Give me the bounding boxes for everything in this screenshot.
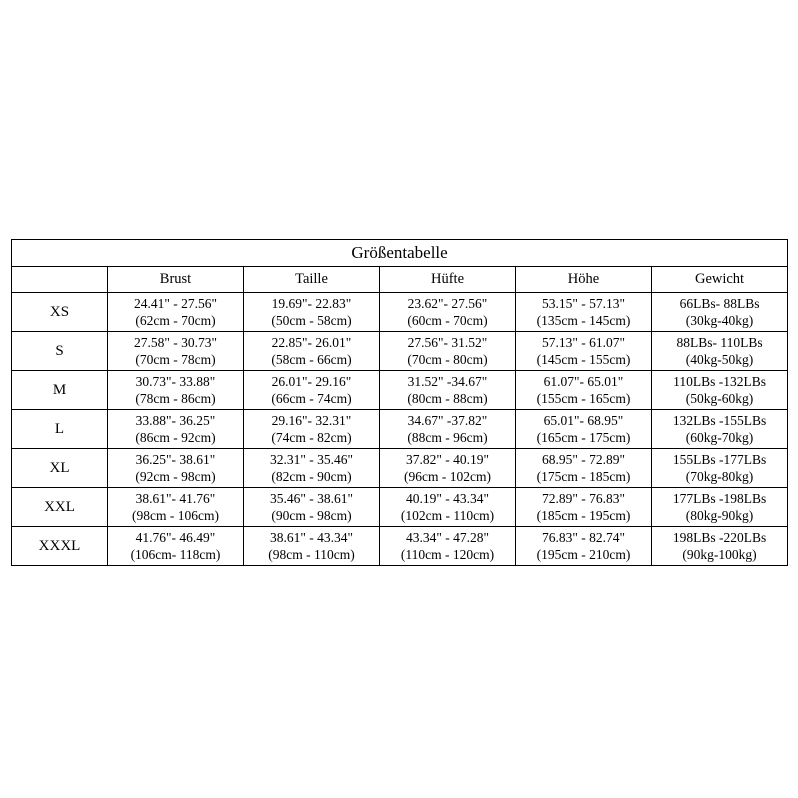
cell-huefte xyxy=(380,293,516,332)
cell-brust xyxy=(108,527,244,566)
value-cm: (96cm - 102cm) xyxy=(404,469,491,484)
size-label: L xyxy=(12,410,108,449)
value-cm: (98cm - 110cm) xyxy=(268,547,355,562)
value-inch: 27.56"- 31.52" xyxy=(407,335,488,350)
column-header-brust: Brust xyxy=(108,267,244,293)
value-lbs: 155LBs -177LBs xyxy=(672,452,767,467)
value-inch: 40.19" - 43.34" xyxy=(405,491,490,506)
value-cm: (195cm - 210cm) xyxy=(536,547,631,562)
size-label: XL xyxy=(12,449,108,488)
value-inch: 33.88"- 36.25" xyxy=(135,413,216,428)
table-row xyxy=(12,371,788,410)
cell-taille xyxy=(244,527,380,566)
value-lbs: 66LBs- 88LBs xyxy=(679,296,760,311)
table-row xyxy=(12,332,788,371)
cell-gewicht xyxy=(652,410,788,449)
value-cm: (185cm - 195cm) xyxy=(536,508,631,523)
cell-huefte xyxy=(380,488,516,527)
cell-taille xyxy=(244,293,380,332)
value-kg: (90kg-100kg) xyxy=(682,547,757,562)
cell-huefte xyxy=(380,449,516,488)
column-header-hoehe: Höhe xyxy=(516,267,652,293)
column-header-huefte: Hüfte xyxy=(380,267,516,293)
value-cm: (110cm - 120cm) xyxy=(400,547,495,562)
cell-taille xyxy=(244,371,380,410)
value-cm: (135cm - 145cm) xyxy=(536,313,631,328)
value-cm: (62cm - 70cm) xyxy=(135,313,216,328)
value-inch: 31.52" -34.67" xyxy=(407,374,488,389)
cell-gewicht xyxy=(652,527,788,566)
cell-hoehe xyxy=(516,488,652,527)
value-inch: 30.73"- 33.88" xyxy=(135,374,216,389)
value-inch: 26.01"- 29.16" xyxy=(271,374,352,389)
value-kg: (60kg-70kg) xyxy=(685,430,754,445)
table-row xyxy=(12,449,788,488)
value-kg: (30kg-40kg) xyxy=(685,313,754,328)
chart-title: Größentabelle xyxy=(12,240,788,267)
cell-taille xyxy=(244,332,380,371)
size-label: S xyxy=(12,332,108,371)
value-cm: (78cm - 86cm) xyxy=(135,391,216,406)
value-inch: 32.31" - 35.46" xyxy=(269,452,354,467)
table-header-row xyxy=(12,267,788,293)
value-kg: (40kg-50kg) xyxy=(685,352,754,367)
value-lbs: 132LBs -155LBs xyxy=(672,413,767,428)
size-chart-container xyxy=(11,239,787,566)
cell-taille xyxy=(244,410,380,449)
table-row xyxy=(12,527,788,566)
cell-huefte xyxy=(380,527,516,566)
column-header-size xyxy=(12,267,108,293)
size-label: XS xyxy=(12,293,108,332)
value-cm: (175cm - 185cm) xyxy=(536,469,631,484)
cell-gewicht xyxy=(652,449,788,488)
value-inch: 23.62"- 27.56" xyxy=(407,296,488,311)
value-cm: (165cm - 175cm) xyxy=(536,430,631,445)
cell-huefte xyxy=(380,371,516,410)
column-header-gewicht: Gewicht xyxy=(652,267,788,293)
cell-huefte xyxy=(380,332,516,371)
value-cm: (155cm - 165cm) xyxy=(536,391,631,406)
value-cm: (86cm - 92cm) xyxy=(135,430,216,445)
value-cm: (102cm - 110cm) xyxy=(400,508,495,523)
value-inch: 24.41" - 27.56" xyxy=(133,296,218,311)
cell-brust xyxy=(108,293,244,332)
value-kg: (50kg-60kg) xyxy=(685,391,754,406)
value-inch: 68.95" - 72.89" xyxy=(541,452,626,467)
cell-hoehe xyxy=(516,371,652,410)
value-inch: 38.61" - 43.34" xyxy=(269,530,354,545)
value-cm: (66cm - 74cm) xyxy=(271,391,352,406)
column-header-taille: Taille xyxy=(244,267,380,293)
value-inch: 41.76"- 46.49" xyxy=(135,530,216,545)
value-inch: 29.16"- 32.31" xyxy=(271,413,352,428)
cell-hoehe xyxy=(516,410,652,449)
value-cm: (58cm - 66cm) xyxy=(271,352,352,367)
size-label: XXXL xyxy=(12,527,108,566)
value-cm: (92cm - 98cm) xyxy=(135,469,216,484)
value-inch: 61.07"- 65.01" xyxy=(543,374,624,389)
value-cm: (106cm- 118cm) xyxy=(130,547,221,562)
value-cm: (70cm - 80cm) xyxy=(407,352,488,367)
value-inch: 36.25"- 38.61" xyxy=(135,452,216,467)
value-cm: (88cm - 96cm) xyxy=(407,430,488,445)
value-inch: 19.69"- 22.83" xyxy=(271,296,352,311)
value-kg: (70kg-80kg) xyxy=(685,469,754,484)
value-cm: (145cm - 155cm) xyxy=(536,352,631,367)
cell-gewicht xyxy=(652,488,788,527)
value-inch: 34.67" -37.82" xyxy=(407,413,488,428)
cell-brust xyxy=(108,371,244,410)
cell-hoehe xyxy=(516,293,652,332)
value-inch: 38.61"- 41.76" xyxy=(135,491,216,506)
value-cm: (82cm - 90cm) xyxy=(271,469,352,484)
value-kg: (80kg-90kg) xyxy=(685,508,754,523)
size-chart-table xyxy=(11,239,788,566)
cell-gewicht xyxy=(652,293,788,332)
cell-huefte xyxy=(380,410,516,449)
table-title-row xyxy=(12,240,788,267)
value-inch: 37.82" - 40.19" xyxy=(405,452,490,467)
cell-brust xyxy=(108,449,244,488)
value-inch: 53.15" - 57.13" xyxy=(541,296,626,311)
value-inch: 43.34" - 47.28" xyxy=(405,530,490,545)
value-lbs: 177LBs -198LBs xyxy=(672,491,767,506)
value-cm: (80cm - 88cm) xyxy=(407,391,488,406)
cell-brust xyxy=(108,332,244,371)
cell-hoehe xyxy=(516,332,652,371)
value-cm: (60cm - 70cm) xyxy=(407,313,488,328)
cell-gewicht xyxy=(652,371,788,410)
size-label: XXL xyxy=(12,488,108,527)
value-inch: 72.89" - 76.83" xyxy=(541,491,626,506)
value-lbs: 110LBs -132LBs xyxy=(673,374,766,389)
cell-hoehe xyxy=(516,527,652,566)
size-label: M xyxy=(12,371,108,410)
cell-taille xyxy=(244,449,380,488)
table-row xyxy=(12,488,788,527)
value-cm: (74cm - 82cm) xyxy=(271,430,352,445)
value-inch: 22.85"- 26.01" xyxy=(271,335,352,350)
value-cm: (98cm - 106cm) xyxy=(132,508,219,523)
value-cm: (90cm - 98cm) xyxy=(271,508,352,523)
cell-gewicht xyxy=(652,332,788,371)
value-lbs: 198LBs -220LBs xyxy=(672,530,767,545)
value-inch: 57.13" - 61.07" xyxy=(541,335,626,350)
value-lbs: 88LBs- 110LBs xyxy=(676,335,763,350)
value-cm: (50cm - 58cm) xyxy=(271,313,352,328)
table-row xyxy=(12,410,788,449)
value-inch: 27.58" - 30.73" xyxy=(133,335,218,350)
table-row xyxy=(12,293,788,332)
value-cm: (70cm - 78cm) xyxy=(135,352,216,367)
value-inch: 35.46" - 38.61" xyxy=(269,491,354,506)
value-inch: 76.83" - 82.74" xyxy=(541,530,626,545)
cell-brust xyxy=(108,488,244,527)
cell-brust xyxy=(108,410,244,449)
value-inch: 65.01"- 68.95" xyxy=(543,413,624,428)
cell-taille xyxy=(244,488,380,527)
cell-hoehe xyxy=(516,449,652,488)
